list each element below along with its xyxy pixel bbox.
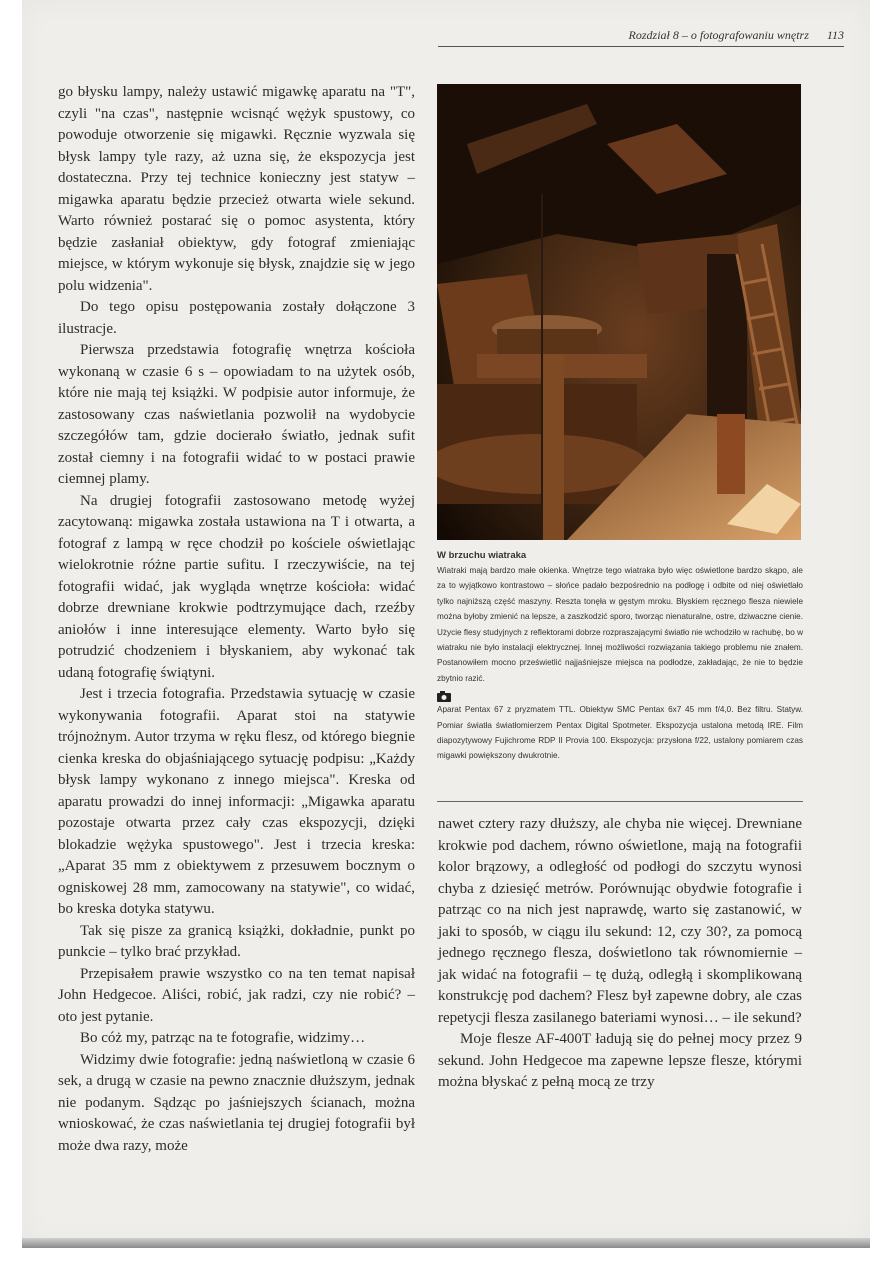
paragraph: Do tego opisu postępowania zostały dołączone 3 ilustracje. [58,299,415,337]
paragraph: Pierwsza przedstawia fotografię wnętrza kościoła wykonaną w czasie 6 s – opowiadam to na użytek osób, które nie mają tej książki. W podpisie autor informuje, że zastosowany czas naświetlania pozwolił na wydobycie szczegółów tam, gdzie docierało światło, jednak sufit został ciemny i na fotografii widać to w postaci prawie ciemnej plamy. [58,342,415,487]
caption-technical-specs: Aparat Pentax 67 z pryzmatem TTL. Obiektyw SMC Pentax 6x7 45 mm f/4,0. Bez filtru. Statyw. Pomiar światła światłomierzem Pentax Digital Spotmeter. Ekspozycja ustalona metodą IRE. Film diapozytywowy Fujichrome RDP II Provia 100. Ekspozycja: przysłona f/22, ustalony pomiarem czas migawki powiększony dwukrotnie. [437,705,803,761]
paragraph: Widzimy dwie fotografie: jedną naświetloną w czasie 6 sek, a drugą w czasie na pewno znacznie dłuższym, jednak nie podanym. Sądząc po jaśniejszych ścianach, można wnioskować, że czas naświetlania tej drugiej fotografii był może dwa razy, może [58,1051,415,1154]
scan-edge [22,1238,870,1248]
paragraph: Jest i trzecia fotografia. Przedstawia sytuację w czasie wykonywania fotografii. Aparat stoi na statywie trójnożnym. Autor trzyma w ręku flesz, od którego biegnie cienka kreska do objaśniającego sytuację podpisu: „Każdy błysk lampy wykonano z innego miejsca". Kreska od aparatu prowadzi do innej informacji: „Migawka aparatu pozostaje otwarta przez cały czas ekspozycji, dzięki blokadzie wężyka spustowego". Jest i trzecia kreska: „Aparat 35 mm z obiektywem z przesuwem bocznym o ogniskowej 28 mm, zamocowany na statywie", co widać, bo kreska dotyka statywu. [58,686,415,917]
page-number: 113 [826,28,844,42]
caption-divider [437,801,803,802]
right-text-column [438,814,802,1094]
caption-title: W brzuchu wiatraka [437,550,527,561]
paragraph: Przepisałem prawie wszystko co na ten temat napisał John Hedgecoe. Aliści, robić, jak radzi, czy nie robić? – oto jest pytanie. [58,965,415,1025]
chapter-title: Rozdział 8 – o fotografowaniu wnętrz [628,28,809,42]
paragraph: go błysku lampy, należy ustawić migawkę aparatu na "T", czyli "na czas", następnie wcisnąć wężyk spustowy, co powoduje otworzenie się migawki. Ręcznie wyzwala się błysk lampy tyle razy, aż uzna się, że ekspozycja jest dostateczna. Przy tej technice konieczny jest statyw – migawka aparatu będzie przecież otwarta wiele sekund. Warto również postarać się o pomoc asystenta, który będzie zasłaniał obiektyw, gdy fotograf zmieniając miejsce, w którym wykonuje się błysk, znajdzie się w jego polu widzenia". [58,84,415,294]
running-header [438,26,844,47]
paragraph: Bo cóż my, patrząc na te fotografie, widzimy… [80,1030,366,1046]
paragraph: Na drugiej fotografii zastosowano metodę wyżej zacytowaną: migawka została ustawiona na T i otwarta, a fotograf z lampą w ręce chodził po kościele oświetlając wielokrotnie różne partie sufitu. I rzeczywiście, na tej fotografii widać, jak wygląda wnętrze kościoła: widać dobrze drewniane krokwie podtrzymujące dach, rzeźby aniołów i inne interesujące elementy. Warto było się potrudzić chodzeniem i błyskaniem, aby wykonać tak udaną fotografię świątyni. [58,492,415,681]
left-text-column [58,82,415,1157]
paragraph: Tak się pisze za granicą książki, dokładnie, punkt po punkcie – tylko brać przykład. [58,922,415,960]
photo-caption [437,550,803,764]
windmill-interior-photo [437,84,801,540]
paragraph: Moje flesze AF-400T ładują się do pełnej mocy przez 9 sekund. John Hedgecoe ma zapewne lepsze flesze, którymi można błyskać z pełną mocą ze trzy [438,1031,802,1090]
camera-icon [437,689,803,701]
paragraph: nawet cztery razy dłuższy, ale chyba nie więcej. Drewniane krokwie pod dachem, równo oświetlone, mają na fotografii kolor brązowy, a odległość od podłogi do szczytu wynosi chyba z dziesięć metrów. Porównując obydwie fotografie i patrząc co na nich jest naprawdę, warto się zastanowić, w jaki to sposób, w ciągu ilu sekund: 12, czy 30?, za pomocą jednego ręcznego flesza, doświetlono tak równomiernie – jak widać na fotografii – tę dużą, odległą i skomplikowaną konstrukcję pod dachem? Flesz był zapewne dobry, ale czas repetycji flesza zasilanego bateriami wynosi… – ile sekund? [438,816,802,1026]
caption-body: Wiatraki mają bardzo małe okienka. Wnętrze tego wiatraka było więc oświetlone bardzo skąpo, ale za to wyjątkowo kontrastowo – słońce padało bezpośrednio na podłogę i odbite od niej oświetlało tylko najniższą część maszyny. Reszta tonęła w gęstym mroku. Błyskiem ręcznego flesza niewiele można byłoby zmienić na lepsze, a zaszkodzić sporo, tworząc nienaturalne, ostre, dziwaczne cienie. Użycie flesy studyjnych z reflektorami dobrze rozpraszającymi światło nie wchodziło w rachubę, bo w wiatraku nie było instalacji elektrycznej. Innej możliwości rozwiązania takiego problemu nie znałem. Postanowiłem mocno prześwietlić najjaśniejsze miejsca na podłodze, zakładając, że nie to będzie zbytnio razić. [437,566,803,683]
